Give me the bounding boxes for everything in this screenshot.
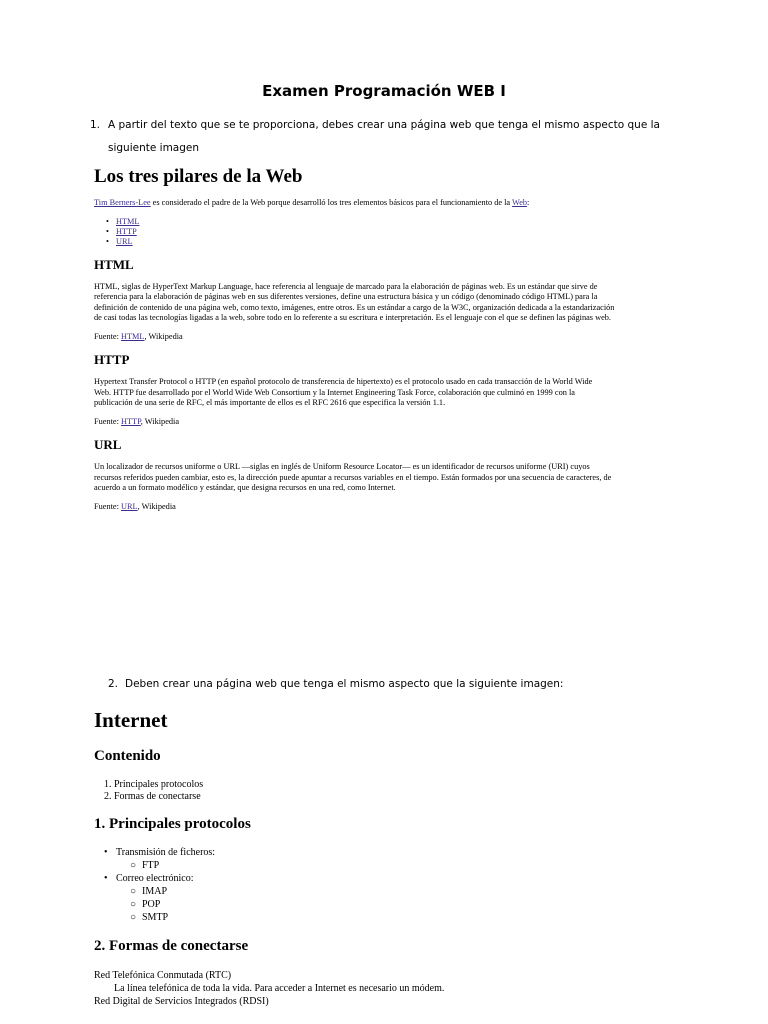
section-url-body — [94, 462, 694, 494]
image-2-screenshot — [94, 708, 694, 1008]
paragraph-line: referencia para la elaboración de páginas web en sus diferentes versiones, define una estructura básica y un código (denominado código HTML) para la — [94, 292, 598, 301]
source-link-url[interactable]: URL — [120, 501, 138, 511]
list-item: ○ SMTP — [130, 912, 169, 923]
source-link-http[interactable]: HTTP — [120, 416, 141, 426]
image-1-intro: Tim Berners-Lee es considerado el padre de la Web porque desarrolló los tres elementos básicos para el funcionamiento de la Web: — [94, 198, 530, 207]
list-item — [104, 237, 694, 247]
list-item: • Correo electrónico: — [104, 873, 194, 884]
list-item: 1. Principales protocolos — [104, 779, 204, 790]
pillars-link-list — [104, 217, 694, 247]
paragraph-line: Un localizador de recursos uniforme o URL —siglas en inglés de Uniform Resource Locator— es un identificador de recursos uniforme (URI) cuyos — [94, 462, 590, 471]
source-link-html[interactable]: HTML — [120, 331, 145, 341]
question-2-text: Deben crear una página web que tenga el mismo aspecto que la siguiente imagen: — [125, 678, 564, 690]
section-html-body — [94, 282, 694, 324]
paragraph-line: recursos referidos pueden cambiar, esto es, la dirección puede apuntar a recursos variables en el tiempo. Están formados por una secuencia de caracteres, de — [94, 472, 612, 482]
section-html-title: HTML — [94, 256, 134, 272]
question-2-number: 2. — [108, 678, 119, 690]
rtc-description: La línea telefónica de toda la vida. Para acceder a Internet es necesario un módem. — [114, 983, 445, 994]
list-item: ○ FTP — [130, 860, 160, 871]
link-tim-berners-lee[interactable]: Tim Berners-Lee — [94, 198, 151, 207]
list-item — [104, 227, 694, 237]
list-item — [104, 217, 694, 227]
section-url-title: URL — [94, 437, 122, 452]
section-connect-title: 2. Formas de conectarse — [94, 938, 249, 954]
rdsi-term: Red Digital de Servicios Integrados (RDSI) — [94, 996, 269, 1007]
section-protocols-title: 1. Principales protocolos — [94, 816, 251, 832]
list-item: ○ IMAP — [130, 886, 168, 897]
image-1-heading: Los tres pilares de la Web — [94, 166, 303, 187]
link-http[interactable]: HTTP — [116, 226, 137, 236]
image-1-screenshot — [94, 166, 694, 512]
question-1-line2: siguiente imagen — [108, 142, 200, 154]
question-1-number: 1. — [90, 119, 101, 131]
rtc-term: Red Telefónica Conmutada (RTC) — [94, 970, 232, 981]
section-http-source: Fuente: HTTP, Wikipedia — [94, 416, 180, 426]
exam-title: Examen Programación WEB I — [262, 82, 506, 100]
paragraph-line: Hypertext Transfer Protocol o HTTP (en español protocolo de transferencia de hipertexto) es el protocolo usado en cada transacción de la World Wide — [94, 377, 593, 386]
contents-title: Contenido — [94, 748, 161, 764]
list-item: ○ POP — [130, 899, 161, 910]
section-url-source: Fuente: URL, Wikipedia — [94, 501, 176, 511]
paragraph-line: definición de contenido de una página web, como texto, imágenes, entre otros. Es un estándar a cargo de la W3C, organización dedicada a la estandarización — [94, 302, 615, 312]
paragraph-line: Web. HTTP fue desarrollado por el World Wide Web Consortium y la Internet Engineering Task Force, colaboración que culminó en 1999 con la — [94, 387, 575, 397]
contents-list — [104, 779, 694, 803]
paragraph-line: de casi todas las tecnologías ligadas a la web, sobre todo en lo referente a su escritura e interpretación. Es el lenguaje con el que se definen las páginas web. — [94, 313, 611, 322]
question-1-line1: A partir del texto que se te proporciona, debes crear una página web que tenga el mismo aspecto que la — [108, 119, 660, 131]
image-2-heading: Internet — [94, 708, 168, 732]
paragraph-line: acuerdo a un formato modélico y estándar, que designa recursos en una red, como Internet. — [94, 483, 396, 492]
section-http-body — [94, 377, 694, 409]
link-web[interactable]: Web — [512, 198, 528, 207]
link-url[interactable]: URL — [116, 236, 133, 246]
list-item: 2. Formas de conectarse — [104, 791, 201, 802]
section-html-source: Fuente: HTML, Wikipedia — [94, 331, 183, 341]
protocols-list — [94, 846, 694, 924]
list-item: • Transmisión de ficheros: — [104, 847, 216, 858]
section-http-title: HTTP — [94, 352, 130, 367]
paragraph-line: HTML, siglas de HyperText Markup Language, hace referencia al lenguaje de marcado para la elaboración de páginas web. Es un estándar que sirve de — [94, 281, 598, 291]
link-html[interactable]: HTML — [116, 216, 140, 226]
paragraph-line: publicación de una serie de RFC, el más importante de ellos es el RFC 2616 que especifica la versión 1.1. — [94, 398, 446, 407]
